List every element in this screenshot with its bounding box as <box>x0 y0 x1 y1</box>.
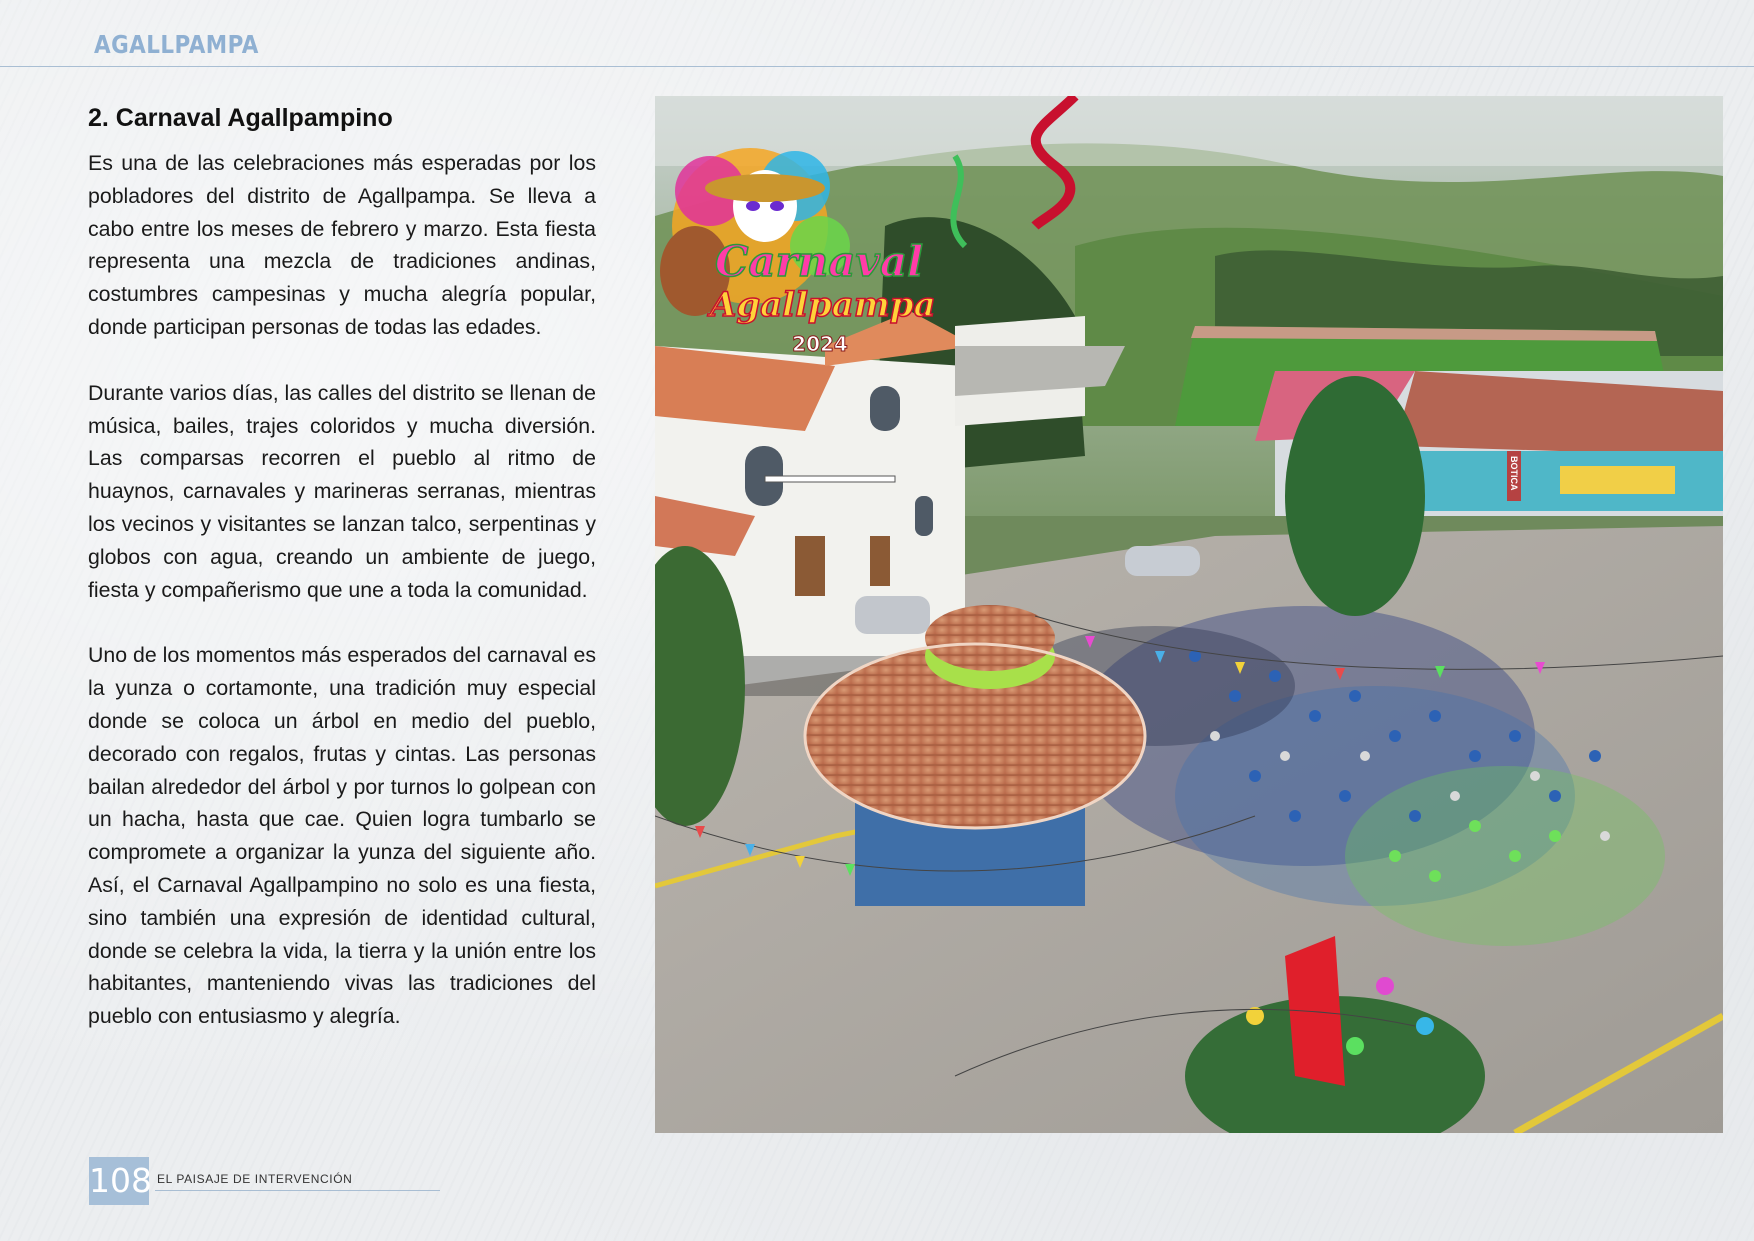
page-number: 108 <box>89 1157 149 1205</box>
paragraph-festivities: Durante varios días, las calles del distrito se llenan de música, bailes, trajes coloridos y mucha diversión. Las comparsas recorren el pueblo al ritmo de huaynos, carnavales y marineras serranas, mientras los vecinos y visitantes se lanzan talco, serpentinas y globos con agua, creando un ambiente de juego, fiesta y compañerismo que une a toda la comunidad. <box>88 380 596 602</box>
logo-year-text: 2024 <box>792 332 848 356</box>
logo-agallpampa-text: Agallpampa <box>710 285 936 325</box>
paragraph-intro: Es una de las celebraciones más esperadas por los pobladores del distrito de Agallpampa. Se lleva a cabo entre los meses de febrero y marzo. Esta fiesta representa una mezcla de tradiciones andinas, costumbres campesinas y mucha alegría popular, donde participan personas de todas las edades. <box>88 151 596 339</box>
footer-divider <box>155 1190 440 1191</box>
paragraph-yunza: Uno de los momentos más esperados del carnaval es la yunza o cortamonte, una tradición muy especial donde se coloca un árbol en medio del pueblo, decorado con regalos, frutas y cintas. Las personas bailan alrededor del árbol y por turnos lo golpean con un hacha, hasta que cae. Quien logra tumbarlo se compromete a organizar la yunza del siguiente año. Así, el Carnaval Agallpampino no solo es una fiesta, sino también una expresión de identidad cultural, donde se celebra la vida, la tierra y la unión entre los habitantes, manteniendo vivas las tradiciones del pueblo con entusiasmo y alegría. <box>88 643 596 1029</box>
section-title: 2. Carnaval Agallpampino <box>88 104 393 132</box>
silver-car <box>855 596 930 634</box>
text-column <box>88 104 596 1066</box>
footer-section-label: EL PAISAJE DE INTERVENCIÓN <box>157 1172 353 1186</box>
botica-sign: BOTICA <box>1509 456 1519 491</box>
carnival-aerial-photo <box>655 96 1723 1133</box>
logo-carnaval-text: Carnaval <box>715 237 924 286</box>
header-divider <box>0 66 1754 67</box>
running-header-title: AGALLPAMPA <box>94 30 259 59</box>
